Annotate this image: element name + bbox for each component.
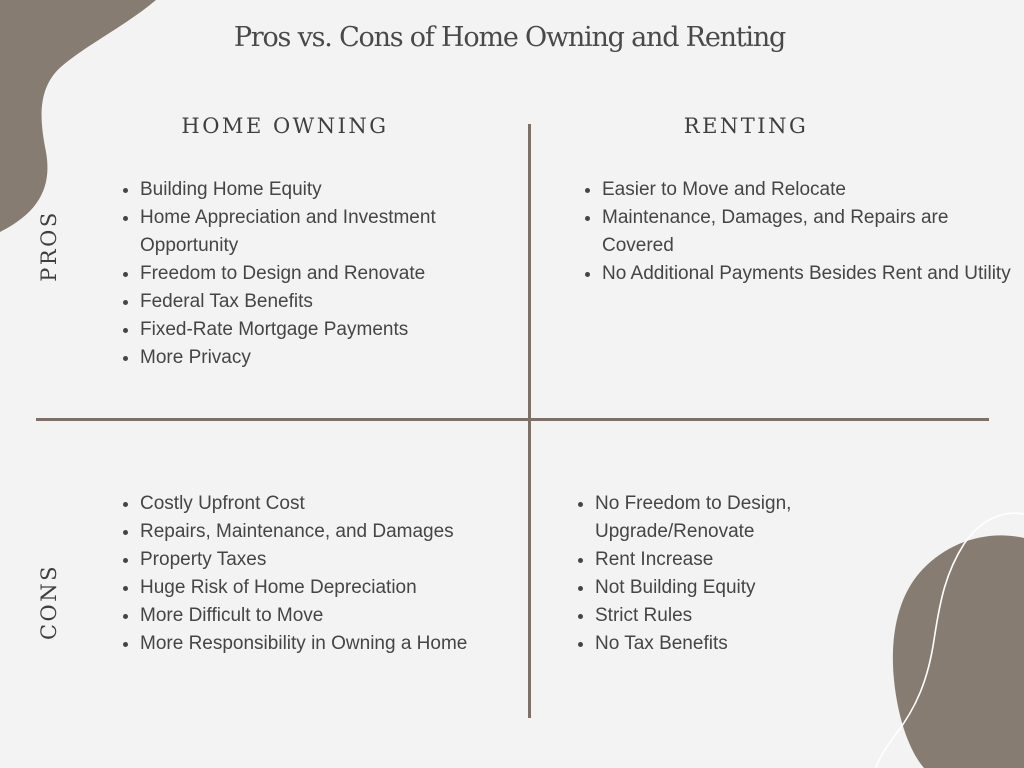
renting-cons-list — [573, 490, 895, 658]
column-header-renting: RENTING — [683, 114, 809, 138]
list-item: • Easier to Move and Relocate — [602, 176, 1022, 204]
list-item: • Federal Tax Benefits — [140, 288, 530, 316]
row-header-pros: PROS — [37, 210, 61, 282]
list-item: • Property Taxes — [140, 546, 540, 574]
home-owning-pros-list — [118, 176, 530, 372]
list-item: • No Tax Benefits — [595, 630, 895, 658]
page-title: Pros vs. Cons of Home Owning and Renting — [233, 22, 786, 53]
list-item: • No Freedom to Design, Upgrade/Renovate — [595, 490, 895, 546]
list-item: • More Difficult to Move — [140, 602, 540, 630]
horizontal-divider — [36, 418, 989, 421]
list-item: • Rent Increase — [595, 546, 895, 574]
list-item: • Home Appreciation and Investment Opportunity — [140, 204, 530, 260]
list-item: • Strict Rules — [595, 602, 895, 630]
list-item: • Huge Risk of Home Depreciation — [140, 574, 540, 602]
bottom-right-blob — [893, 535, 1024, 768]
list-item: • More Responsibility in Owning a Home — [140, 630, 540, 658]
home-owning-cons-list — [118, 490, 540, 658]
column-header-home-owning: HOME OWNING — [181, 114, 389, 138]
list-item: • Not Building Equity — [595, 574, 895, 602]
list-item: • Freedom to Design and Renovate — [140, 260, 530, 288]
row-header-cons: CONS — [37, 563, 61, 641]
renting-pros-list — [580, 176, 1022, 288]
list-item: • No Additional Payments Besides Rent and Utility — [602, 260, 1022, 288]
list-item: • Costly Upfront Cost — [140, 490, 540, 518]
list-item: • Repairs, Maintenance, and Damages — [140, 518, 540, 546]
list-item: • Maintenance, Damages, and Repairs are Covered — [602, 204, 1022, 260]
list-item: • More Privacy — [140, 344, 530, 372]
list-item: • Building Home Equity — [140, 176, 530, 204]
list-item: • Fixed-Rate Mortgage Payments — [140, 316, 530, 344]
